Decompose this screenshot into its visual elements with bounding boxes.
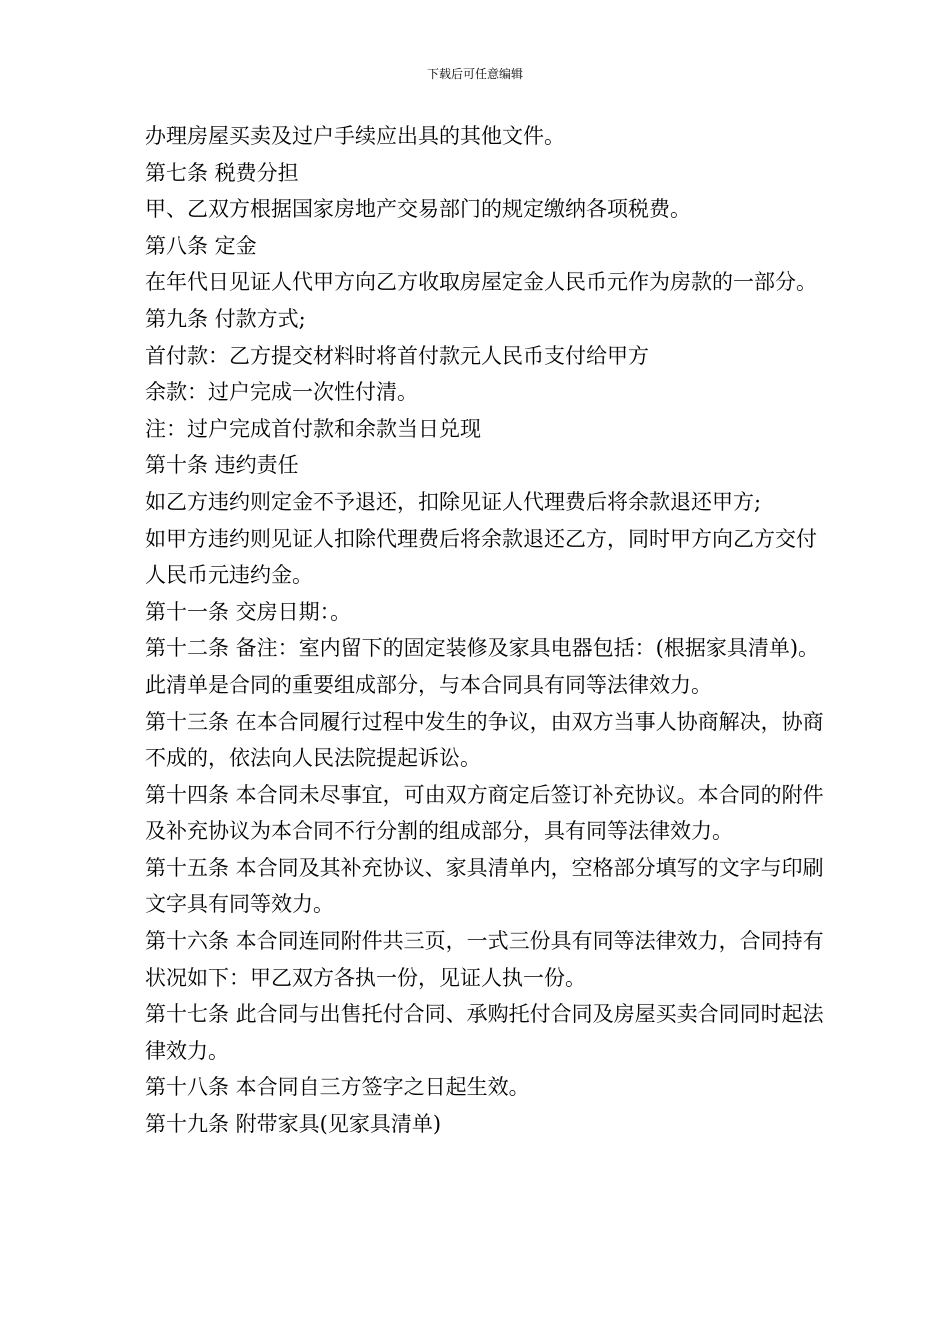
paragraph: 甲、乙双方根据国家房地产交易部门的规定缴纳各项税费。 (145, 197, 691, 222)
contract-body (145, 118, 835, 1143)
paragraph: 余款：过户完成一次性付清。 (145, 380, 418, 405)
article-heading: 第七条 税费分担 (145, 160, 299, 185)
paragraph: 办理房屋买卖及过户手续应出具的其他文件。 (145, 124, 565, 148)
paragraph: 如乙方违约则定金不予退还，扣除见证人代理费后将余款退还甲方; (145, 489, 762, 514)
page-header: 下载后可任意编辑 (426, 67, 523, 81)
paragraph: 如甲方违约则见证人扣除代理费后将余款退还乙方，同时甲方向乙方交付人民币元违约金。 (145, 526, 817, 588)
article: 第十二条 备注：室内留下的固定装修及家具电器包括：(根据家具清单)。此清单是合同的重要组成部分，与本合同具有同等法律效力。 (145, 636, 820, 697)
article: 第十六条 本合同连同附件共三页，一式三份具有同等法律效力，合同持有状况如下：甲乙双方各执一份，见证人执一份。 (145, 929, 824, 990)
paragraph: 注：过户完成首付款和余款当日兑现 (145, 416, 481, 441)
article: 第十七条 此合同与出售托付合同、承购托付合同及房屋买卖合同同时起法律效力。 (145, 1002, 824, 1063)
article: 第十三条 在本合同履行过程中发生的争议，由双方当事人协商解决，协商不成的，依法向人民法院提起诉讼。 (145, 709, 824, 771)
article: 第十五条 本合同及其补充协议、家具清单内，空格部分填写的文字与印刷文字具有同等效力。 (145, 855, 824, 917)
article-heading: 第十条 违约责任 (145, 453, 299, 478)
paragraph: 首付款：乙方提交材料时将首付款元人民币支付给甲方 (145, 343, 649, 368)
article-heading: 第九条 付款方式; (145, 306, 306, 331)
article: 第十九条 附带家具(见家具清单) (145, 1112, 442, 1137)
article: 第十一条 交房日期：。 (145, 599, 352, 624)
paragraph: 在年代日见证人代甲方向乙方收取房屋定金人民币元作为房款的一部分。 (145, 270, 817, 295)
article: 第十四条 本合同未尽事宜，可由双方商定后签订补充协议。本合同的附件及补充协议为本合同不行分割的组成部分，具有同等法律效力。 (145, 782, 824, 844)
article-heading: 第八条 定金 (145, 233, 257, 258)
article: 第十八条 本合同自三方签字之日起生效。 (145, 1075, 530, 1100)
